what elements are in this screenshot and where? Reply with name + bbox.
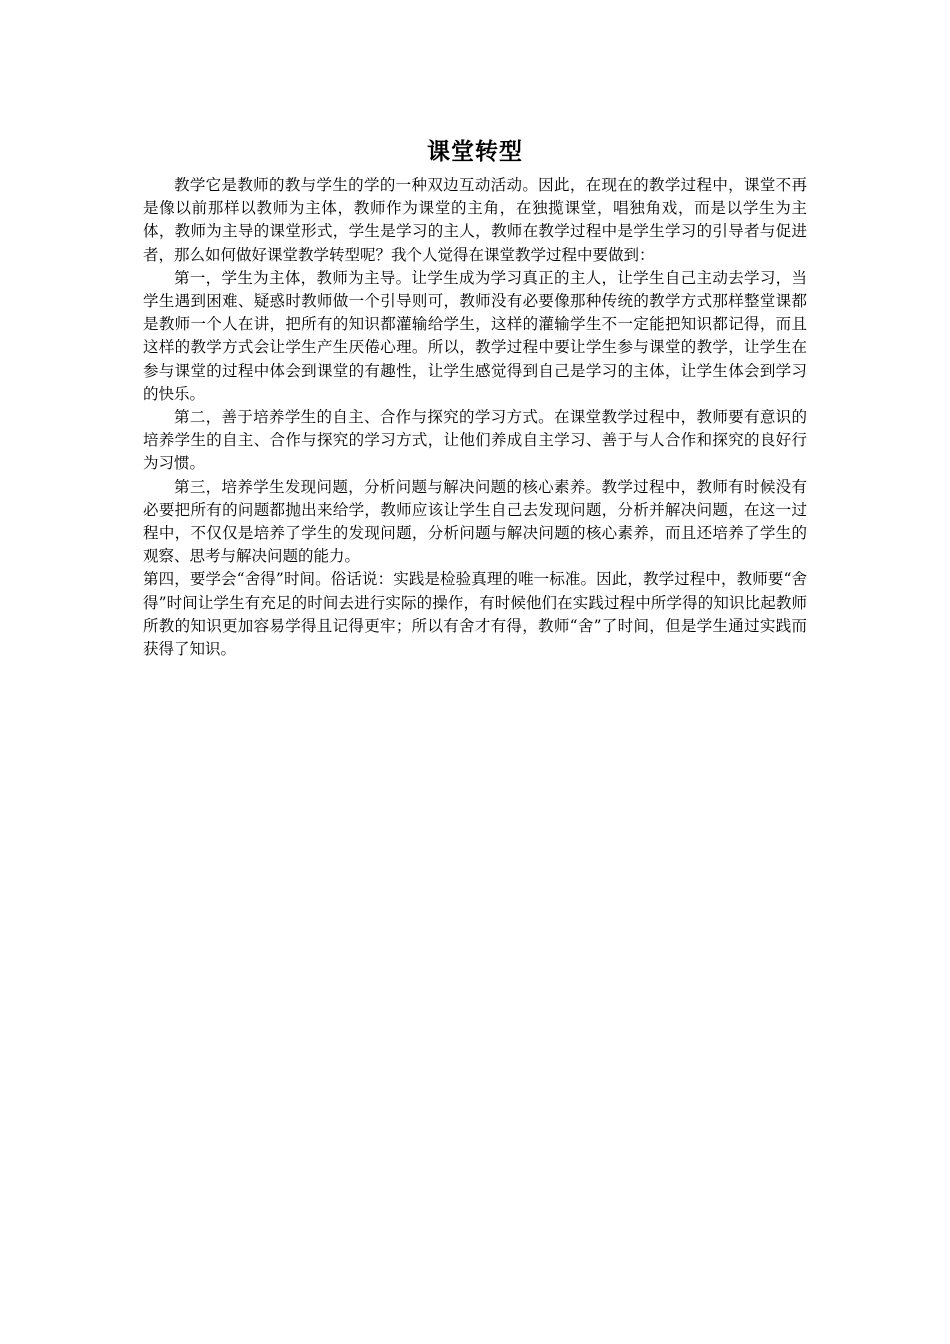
paragraph-point-2: 第二，善于培养学生的自主、合作与探究的学习方式。在课堂教学过程中，教师要有意识的培养学生的自主、合作与探究的学习方式，让他们养成自主学习、善于与人合作和探究的良好行为习惯。 [143,408,807,473]
document-page [143,136,807,661]
paragraph-point-1: 第一，学生为主体，教师为主导。让学生成为学习真正的主人，让学生自己主动去学习，当学生遇到困难、疑惑时教师做一个引导则可，教师没有必要像那种传统的教学方式那样整堂课都是教师一个人在讲，把所有的知识都灌输给学生，这样的灌输学生不一定能把知识都记得，而且这样的教学方式会让学生产生厌倦心理。所以，教学过程中要让学生参与课堂的教学，让学生在参与课堂的过程中体会到课堂的有趣性，让学生感觉得到自己是学习的主体，让学生体会到学习的快乐。 [143,268,807,403]
document-title: 课堂转型 [427,138,523,165]
paragraph-point-4: 第四，要学会“舍得”时间。俗话说：实践是检验真理的唯一标准。因此，教学过程中，教师要“舍得”时间让学生有充足的时间去进行实际的操作，有时候他们在实践过程中所学得的知识比起教师所教的知识更加容易学得且记得更牢；所以有舍才有得，教师“舍”了时间，但是学生通过实践而获得了知识。 [143,570,807,659]
paragraph-point-3: 第三，培养学生发现问题，分析问题与解决问题的核心素养。教学过程中，教师有时候没有必要把所有的问题都抛出来给学，教师应该让学生自己去发现问题，分析并解决问题，在这一过程中，不仅仅是培养了学生的发现问题，分析问题与解决问题的核心素养，而且还培养了学生的观察、思考与解决问题的能力。 [143,477,807,566]
paragraph-intro: 教学它是教师的教与学生的学的一种双边互动活动。因此，在现在的教学过程中，课堂不再是像以前那样以教师为主体，教师作为课堂的主角，在独揽课堂，唱独角戏，而是以学生为主体，教师为主导的课堂形式，学生是学习的主人，教师在教学过程中是学生学习的引导者与促进者，那么如何做好课堂教学转型呢？我个人觉得在课堂教学过程中要做到： [143,176,807,264]
